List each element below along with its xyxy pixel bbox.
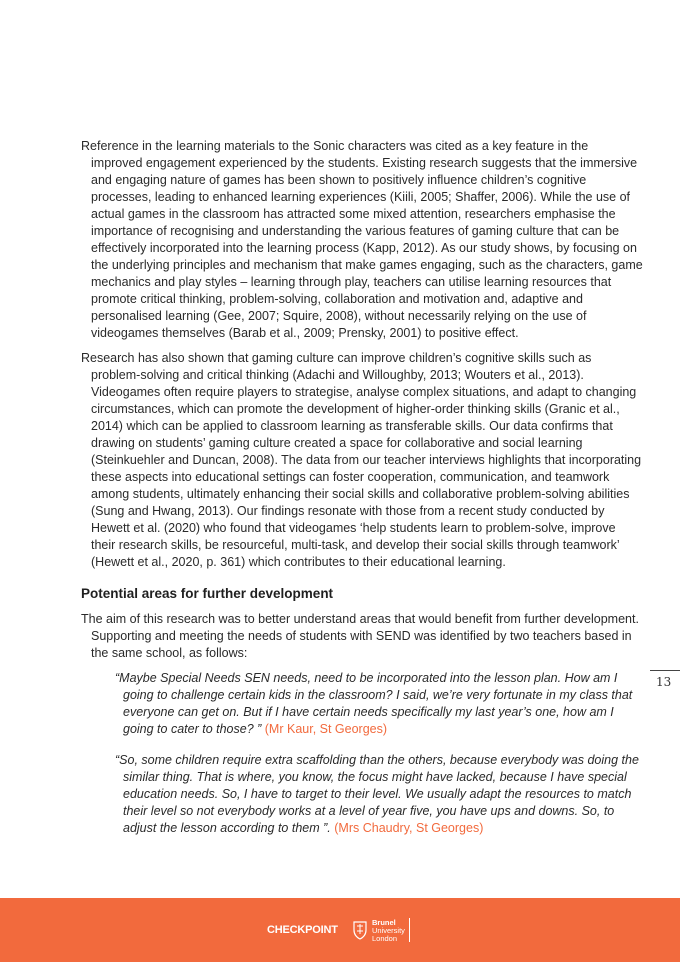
- body-paragraph: Research has also shown that gaming culture can improve children’s cognitive skills such as problem-solving and critical thinking (Adachi and Willoughby, 2013; Wouters et al., 2013). Videogames often require players to strategise, analyse complex situations, and adapt to changing circumstances, which can promote the development of higher-order thinking skills (Granic et al., 2014) which can be applied to classroom learning as transferable skills. Our data confirms that drawing on students’ gaming culture created a space for collaborative and social learning (Steinkuehler and Duncan, 2008). The data from our teacher interviews highlights that incorporating these aspects into educational settings can foster cooperation, communication, and teamwork among students, ultimately enhancing their social skills and collaborative problem-solving abilities (Sung and Hwang, 2013). Our findings resonate with those from a recent study conducted by Hewett et al. (2020) who found that videogames ‘help students learn to problem-solve, improve their research skills, be resourceful, multi-task, and develop their social skills through teamwork’ (Hewett et al., 2020, p. 361) which contributes to their educational learning.: [81, 351, 642, 569]
- checkpoint-logo: CHECKPOINT: [267, 924, 338, 936]
- university-crest-icon: [352, 920, 368, 940]
- page-number-divider: [650, 670, 680, 671]
- brunel-name: Brunel: [372, 918, 396, 927]
- main-content: [81, 138, 643, 851]
- section-heading: Potential areas for further development: [81, 586, 334, 601]
- quote-text: “So, some children require extra scaffolding than the others, because everybody was doing the similar thing. That is where, you know, the focus might have lacked, because I have special education needs. So, I have to target to their level. We usually adapt the resources to match their level so not everybody works at a level of year five, you have ups and downs. So, to adjust the lesson according to them ”.: [115, 753, 639, 835]
- quote-text: “Maybe Special Needs SEN needs, need to be incorporated into the lesson plan. How am I going to challenge certain kids in the classroom? I said, we’re very fortunate in my class that everyone can get on. But if I have certain needs specifically my last year’s one, how am I going to cater to those? ”: [115, 671, 633, 736]
- brunel-london: London: [372, 934, 398, 943]
- quote-attribution: (Mr Kaur, St Georges): [264, 722, 388, 736]
- brunel-logo: [372, 919, 405, 943]
- page-number: 13: [656, 675, 672, 689]
- page-footer: [0, 898, 680, 962]
- intro-paragraph: The aim of this research was to better understand areas that would benefit from further development. Supporting and meeting the needs of students with SEND was identified by two teachers based in the same school, as follows:: [81, 612, 639, 660]
- logo-divider: [409, 918, 410, 942]
- brunel-university: University: [372, 926, 405, 935]
- quote-attribution: (Mrs Chaudry, St Georges): [334, 821, 484, 835]
- teacher-quote: [115, 670, 643, 738]
- teacher-quote: [115, 752, 643, 837]
- body-paragraph: Reference in the learning materials to the Sonic characters was cited as a key feature in the improved engagement experienced by the students. Existing research suggests that the immersive and engaging nature of games has been shown to positively influence children’s cognitive processes, leading to enhanced learning experiences (Kiili, 2005; Shaffer, 2006). While the use of actual games in the classroom has attracted some mixed attention, researchers emphasise the importance of recognising and understanding the various features of gaming culture that can be effectively incorporated into the learning process (Kapp, 2012). As our study shows, by focusing on the underlying principles and mechanism that make games engaging, such as the characters, game mechanics and play styles – learning through play, teachers can utilise learning resources that promote critical thinking, problem-solving, collaboration and motivation and, adaptive and personalised learning (Gee, 2007; Squire, 2008), without necessarily relying on the use of videogames themselves (Barab et al., 2009; Prensky, 2001) to positive effect.: [81, 139, 643, 340]
